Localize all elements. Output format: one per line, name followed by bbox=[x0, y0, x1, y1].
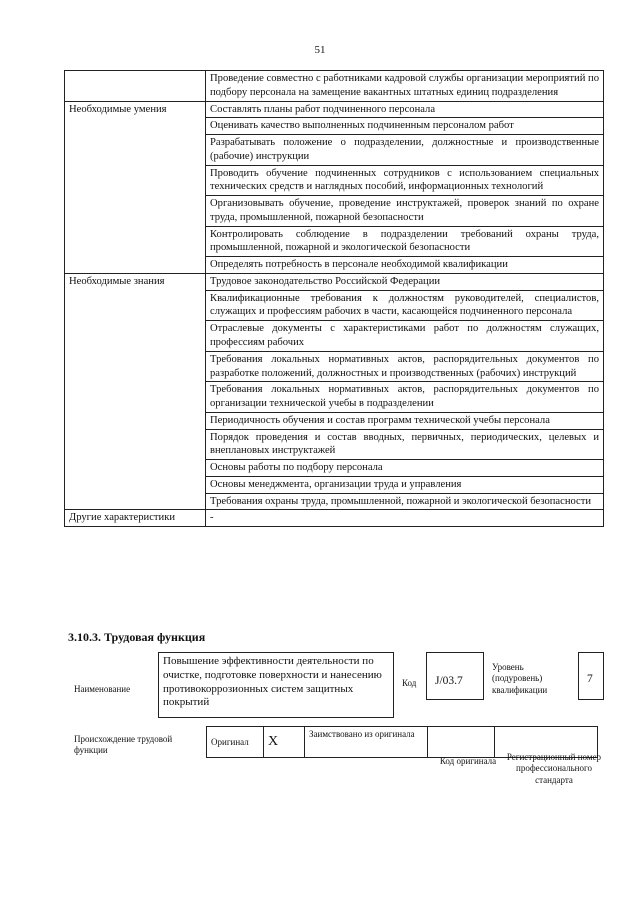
row-label-skills: Необходимые умения bbox=[65, 101, 206, 273]
origin-label: Происхождение трудовой функции bbox=[74, 734, 173, 756]
table-cell: Основы менеджмента, организации труда и управления bbox=[206, 476, 604, 493]
page-number: 51 bbox=[314, 44, 326, 56]
function-name: Повышение эффективности деятельности по очистке, подготовке поверхности и нанесению противокоррозионных систем защитных покрытий bbox=[158, 652, 394, 718]
table-row bbox=[65, 510, 604, 527]
section-title: 3.10.3. Трудовая функция bbox=[68, 630, 206, 644]
table-cell: Проведение совместно с работниками кадровой службы организации мероприятий по подбору персонала на замещение вакантных штатных единиц подразделения bbox=[206, 71, 604, 102]
code-label: Код bbox=[402, 678, 417, 688]
table-cell: Отраслевые документы с характеристиками работ по должностям служащих, профессиям рабочих bbox=[206, 321, 604, 352]
table-cell: Составлять планы работ подчиненного персонала bbox=[206, 101, 604, 118]
table-cell: Разрабатывать положение о подразделении, должностные и производственные (рабочие) инструкции bbox=[206, 135, 604, 166]
table-cell: Квалификационные требования к должностям руководителей, специалистов, служащих и профессиям рабочих в части, касающейся подчиненного персонала bbox=[206, 290, 604, 321]
name-label: Наименование bbox=[74, 684, 131, 694]
code-original-label: Код оригинала bbox=[439, 756, 497, 766]
table-cell: - bbox=[206, 510, 604, 527]
table-row bbox=[65, 273, 604, 290]
table-cell: Периодичность обучения и состав программ технической учебы персонала bbox=[206, 412, 604, 429]
table-cell: Порядок проведения и состав вводных, первичных, периодических, целевых и внеплановых инструктажей bbox=[206, 429, 604, 460]
row-label-knowledge: Необходимые знания bbox=[65, 273, 206, 509]
table-cell: Контролировать соблюдение в подразделении требований охраны труда, промышленной, пожарной и экологической безопасности bbox=[206, 226, 604, 257]
table-cell: Определять потребность в персонале необходимой квалификации bbox=[206, 257, 604, 274]
row-label-other: Другие характеристики bbox=[65, 510, 206, 527]
level-value: 7 bbox=[578, 652, 604, 700]
table-cell: Требования охраны труда, промышленной, пожарной и экологической безопасности bbox=[206, 493, 604, 510]
level-label: Уровень (подуровень) квалификации bbox=[492, 662, 548, 695]
row-label bbox=[65, 71, 206, 102]
table-cell: Основы работы по подбору персонала bbox=[206, 460, 604, 477]
code-original-cell bbox=[428, 727, 495, 758]
table-cell: Проводить обучение подчиненных сотрудников с использованием специальных технических средств и наглядных пособий, информационных технологий bbox=[206, 165, 604, 196]
original-mark: X bbox=[264, 727, 305, 758]
table-row bbox=[65, 71, 604, 102]
table-cell: Требования локальных нормативных актов, распорядительных документов по разработке положений, должностных и производственных (рабочих) инструкций bbox=[206, 351, 604, 382]
original-cell: Оригинал bbox=[207, 727, 264, 758]
reg-number-label: Регистрационный номер профессионального стандарта bbox=[506, 752, 602, 785]
borrowed-cell: Заимствовано из оригинала bbox=[305, 727, 428, 758]
table-row bbox=[65, 101, 604, 118]
requirements-table bbox=[64, 70, 604, 527]
table-cell: Требования локальных нормативных актов, распорядительных документов по организации технической учебы в подразделении bbox=[206, 382, 604, 413]
table-cell: Трудовое законодательство Российской Федерации bbox=[206, 273, 604, 290]
table-cell: Оценивать качество выполненных подчиненным персоналом работ bbox=[206, 118, 604, 135]
code-value: J/03.7 bbox=[426, 652, 484, 700]
table-cell: Организовывать обучение, проведение инструктажей, проверок знаний по охране труда, промышленной, пожарной безопасности bbox=[206, 196, 604, 227]
